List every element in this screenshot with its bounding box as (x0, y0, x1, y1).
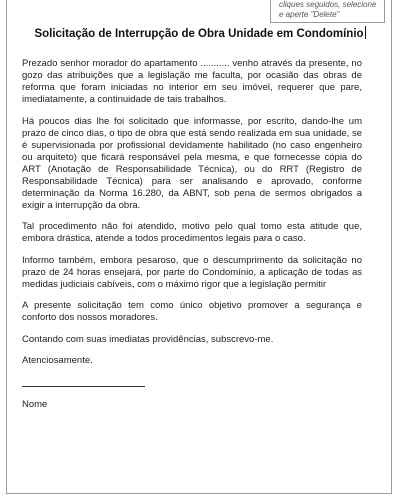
paragraph-request: Prezado senhor morador do apartamento ........... venho através da presente, no gozo das atribuições que a legislação me faculta, por ocasião das obras de reforma que foram iniciadas no interior em seu imóvel, requerer que pare, imediatamente, a continuidade de tais trabalhos. (22, 58, 362, 105)
paragraph-thanks: Contando com suas imediatas providências, subscrevo-me. (22, 333, 274, 345)
paragraph-noncompliance: Tal procedimento não foi atendido, motivo pelo qual tomo esta atitude que, embora drástica, atende a todos procedimentos legais para o caso. (22, 221, 362, 244)
instruction-hint-text: cliques seguidos, selecione e aperte "Delete" (279, 0, 377, 19)
text-cursor (365, 26, 366, 39)
paragraph-background: Há poucos dias lhe foi solicitado que informasse, por escrito, dando-lhe um prazo de cinco dias, o tipo de obra que está sendo realizada em sua unidade, se é supervisionada por profissional devidamente habilitado (no caso engenheiro ou arquiteto) que ficará responsável pela mesma, e que fornecesse cópia do ART (Anotação de Responsabilidade Técnica), ou do RRT (Registro de Responsabilidade Técnica) para ser analisando e aprovado, conforme determinação da Norma 16.280, da ABNT, sob pena de sermos obrigados a exigir a interrupção da obra. (22, 115, 362, 211)
document-body[interactable] (22, 58, 362, 377)
paragraph-deadline: Informo também, embora pesaroso, que o descumprimento da solicitação no prazo de 24 horas ensejará, por parte do Condomínio, a aplicação de todas as medidas judiciais cabíveis, com o máximo rigor que a legislação permitir (22, 254, 362, 290)
document-title[interactable] (0, 26, 400, 40)
document-title-text: Solicitação de Interrupção de Obra Unidade em Condomínio (34, 28, 364, 40)
signature-name: Nome (22, 399, 48, 410)
closing-text: Atenciosamente. (22, 355, 93, 366)
paragraph-purpose: A presente solicitação tem como único objetivo promover a segurança e conforto dos nossos moradores. (22, 300, 362, 323)
signature-line (22, 386, 145, 387)
instruction-hint-box (270, 0, 385, 23)
